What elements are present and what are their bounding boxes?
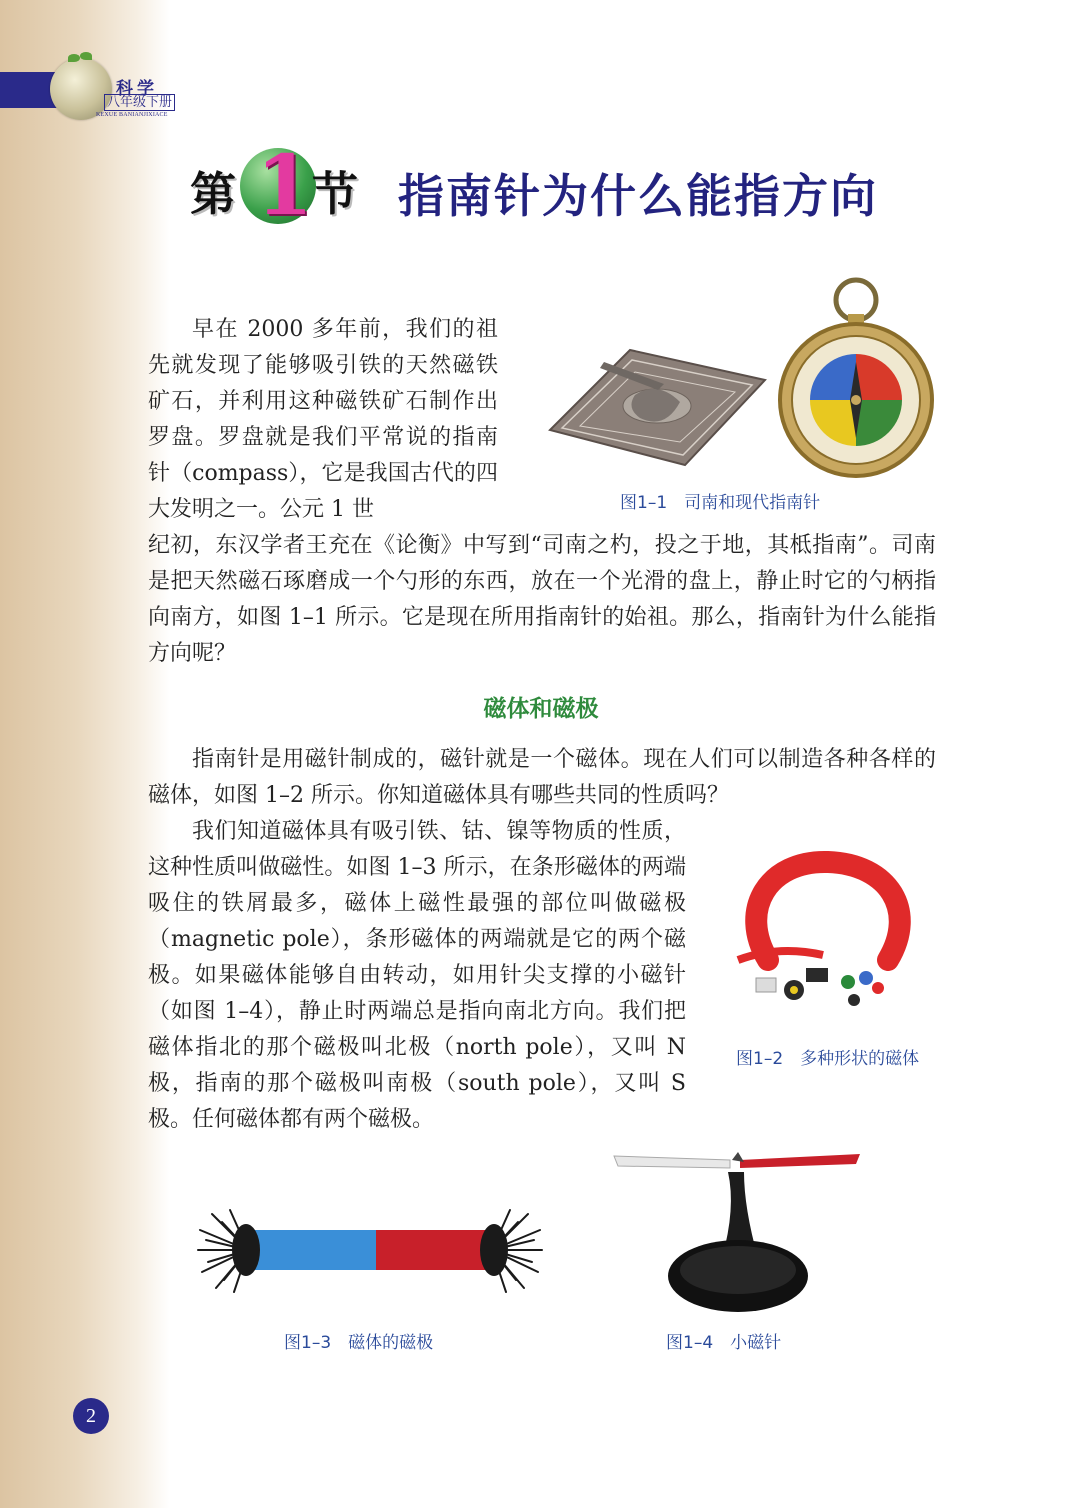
figure-1-2-caption: 图1–2 多种形状的磁体 bbox=[736, 1049, 920, 1069]
bar-magnet-image bbox=[190, 1200, 550, 1300]
book-pinyin: KEXUE BANIANJIXIACE bbox=[96, 112, 168, 118]
title-prefix: 第 bbox=[190, 167, 236, 221]
sinan-spoon-image bbox=[540, 340, 770, 470]
modern-compass-image bbox=[776, 272, 936, 482]
figure-1-4-caption: 图1–4 小磁针 bbox=[666, 1333, 782, 1353]
figure-1-3-caption: 图1–3 磁体的磁极 bbox=[284, 1333, 434, 1353]
paragraph-1-continued: 纪初，东汉学者王充在《论衡》中写到“司南之杓，投之于地，其柢指南”。司南是把天然磁石琢磨成一个勺形的东西，放在一个光滑的盘上，静止时它的勺柄指向南方，如图 1–1 所示。它是现在所用指南针的始祖。那么，指南针为什么能指方向呢？ bbox=[148, 533, 936, 666]
paragraph-2: 指南针是用磁针制成的，磁针就是一个磁体。现在人们可以制造各种各样的磁体，如图 1–2 所示。你知道磁体具有哪些共同的性质吗？ bbox=[148, 747, 936, 808]
book-subject: 科学 bbox=[116, 79, 158, 99]
magnetic-needle-image bbox=[610, 1148, 870, 1318]
page-number: 2 bbox=[73, 1398, 109, 1434]
page-title: 指南针为什么能指方向 bbox=[398, 169, 878, 223]
globe-logo-icon bbox=[50, 58, 112, 120]
title-suffix: 节 bbox=[312, 167, 358, 221]
figure-1-1-caption: 图1–1 司南和现代指南针 bbox=[620, 493, 821, 513]
side-decoration-band bbox=[0, 0, 170, 1508]
book-grade: 八年级下册 bbox=[104, 94, 175, 111]
section-heading: 磁体和磁极 bbox=[483, 696, 599, 722]
paragraph-1-wrapped: 早在 2000 多年前，我们的祖先就发现了能够吸引铁的天然磁铁矿石，并利用这种磁铁矿石制作出罗盘。罗盘就是我们平常说的指南针（compass），它是我国古代的四大发明之一。公元 1 世 bbox=[148, 317, 498, 522]
paragraph-3: 我们知道磁体具有吸引铁、钴、镍等物质的性质，这种性质叫做磁性。如图 1–3 所示，在条形磁体的两端吸住的铁屑最多，磁体上磁性最强的部位叫做磁极（magnetic pole），条形磁体的两端就是它的两个磁极。如果磁体能够自由转动，如用针尖支撑的小磁针（如图 1–4），静止时两端总是指向南北方向。我们把磁体指北的那个磁极叫北极（north pole），又叫 N 极，指南的那个磁极叫南极（south pole），又叫 S 极。任何磁体都有两个磁极。 bbox=[148, 819, 686, 1132]
title-number: 1 bbox=[256, 138, 314, 234]
various-magnets-image bbox=[728, 850, 933, 1020]
